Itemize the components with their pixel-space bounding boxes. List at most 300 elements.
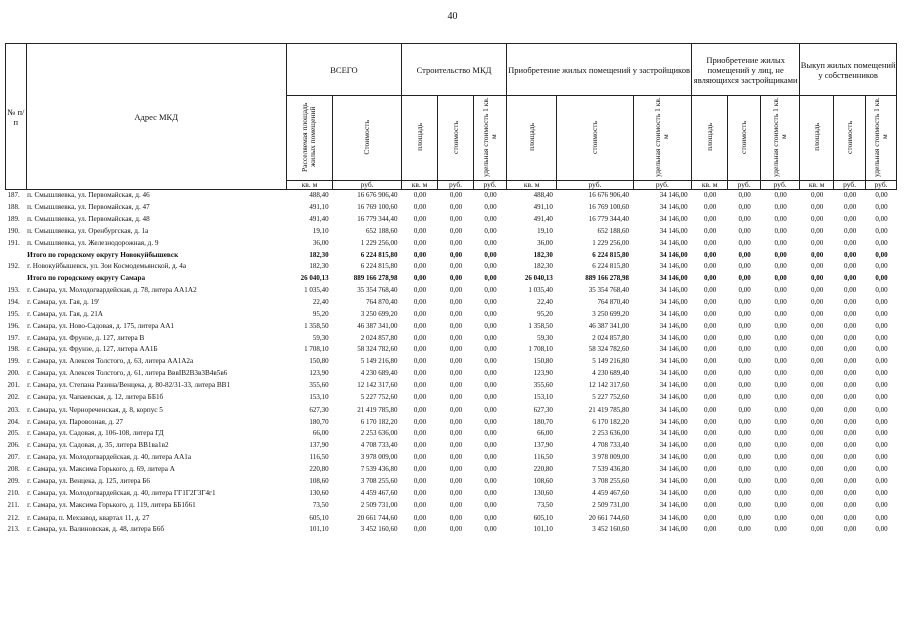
row-number: 207. [7,453,20,462]
row-value: 1 035,40 [304,286,329,295]
row-address: г. Самара, ул. Садовая, д. 106-108, литера ГД [27,429,164,438]
row-number: 204. [7,417,20,426]
row-value: 0,00 [875,238,888,247]
row-value: 0,00 [875,250,888,259]
row-value: 58 324 782,60 [357,345,398,354]
row-value: 0,00 [843,286,857,295]
header-group-buyout: Выкуп жилых помещений у собственников [800,44,897,96]
row-address: г. Самара, ул. Молодогвардейская, д. 78, литера АА1А2 [27,286,197,295]
row-value: 0,00 [413,393,427,402]
row-value: 0,00 [875,525,888,534]
row-value: 0,00 [413,513,427,522]
row-value: 6 170 182,20 [592,417,630,426]
row-value: 0,00 [774,464,787,473]
row-value: 0,00 [413,417,427,426]
row-number [6,273,27,285]
row-value: 6 170 182,20 [360,417,398,426]
row-value: 0,00 [738,238,751,247]
subheader-unit-cost: удельная стоимость 1 кв. м [474,96,507,181]
row-value: 123,90 [533,369,553,378]
row-value: 3 978 009,00 [360,453,398,462]
row-value: 0,00 [875,417,888,426]
row-value: 0,00 [413,333,427,342]
table-row [6,440,897,452]
unit-label: руб. [333,181,402,190]
row-value: 5 227 752,60 [360,393,398,402]
row-value: 66,00 [312,429,329,438]
row-value: 34 146,00 [659,191,688,200]
row-value: 16 769 100,60 [588,203,630,212]
row-value: 0,00 [843,321,857,330]
row-value: 652 188,60 [597,226,630,235]
row-value: 21 419 785,80 [357,405,398,414]
row-value: 0,00 [704,453,717,462]
header-group-construction: Строительство МКД [402,44,507,96]
row-value: 0,00 [811,274,824,283]
row-value: 0,00 [843,405,857,414]
row-value: 0,00 [449,345,463,354]
row-value: 46 387 341,00 [357,321,398,330]
row-address: г. Самара, ул. Фрунзе, д. 127, литера АА1Б [27,345,158,354]
row-value: 0,00 [843,464,857,473]
row-value: 0,00 [811,203,824,212]
row-number: 206. [7,441,20,450]
row-value: 0,00 [738,429,751,438]
unit-label: кв. м [692,181,728,190]
row-number: 198. [7,345,20,354]
row-value: 0,00 [738,250,751,259]
row-address: г. Самара, ул. Садовая, д. 35, литера ВВ1ва1в2 [27,441,169,450]
row-value: 137,90 [533,441,553,450]
row-value: 0,00 [738,345,751,354]
row-value: 1 708,10 [528,345,553,354]
row-value: 0,00 [843,417,857,426]
row-value: 0,00 [774,203,787,212]
row-number: 188. [7,203,20,212]
row-value: 0,00 [811,429,824,438]
row-value: 0,00 [875,191,888,200]
row-value: 0,00 [704,357,717,366]
row-value: 0,00 [738,357,751,366]
row-value: 0,00 [484,274,497,283]
row-value: 34 146,00 [659,274,688,283]
unit-label: руб. [834,181,866,190]
header-num: № п/п [6,44,27,190]
row-address: г. Самара, ул. Венцека, д. 125, литера Б6 [27,476,151,485]
row-value: 0,00 [843,393,857,402]
table-row-total [6,273,897,285]
unit-label: кв. м [402,181,438,190]
row-value: 0,00 [413,309,427,318]
unit-label: кв. м [286,181,332,190]
row-value: 46 387 341,00 [588,321,630,330]
row-value: 0,00 [704,274,717,283]
row-value: 0,00 [774,525,787,534]
row-value: 0,00 [738,488,751,497]
row-address: г. Самара, ул. Молодогвардейская, д. 40, литера ГГ1Г2Г3Г4г1 [27,488,216,497]
row-value: 2 024 857,80 [360,333,398,342]
row-value: 0,00 [875,357,888,366]
row-value: 764 870,40 [597,298,630,307]
row-value: 22,40 [312,298,329,307]
row-value: 6 224 815,80 [360,262,398,271]
subheader-cost: стоимость [438,96,474,181]
row-value: 0,00 [774,369,787,378]
row-value: 0,00 [843,476,857,485]
row-value: 12 142 317,60 [588,380,630,389]
row-value: 73,50 [312,501,329,510]
table-row [6,416,897,428]
row-value: 0,00 [484,298,497,307]
row-value: 0,00 [738,476,751,485]
table-row [6,226,897,238]
table-row [6,261,897,273]
row-value: 0,00 [774,357,787,366]
row-value: 0,00 [704,380,717,389]
row-value: 0,00 [484,501,497,510]
row-value: 0,00 [484,262,497,271]
row-value: 34 146,00 [659,417,688,426]
row-value: 764 870,40 [366,298,398,307]
row-value: 0,00 [774,191,787,200]
row-value: 0,00 [875,369,888,378]
row-value: 0,00 [774,405,787,414]
row-value: 0,00 [811,380,824,389]
row-value: 0,00 [484,441,497,450]
row-value: 0,00 [449,417,463,426]
row-value: 20 661 744,60 [588,513,630,522]
row-value: 4 708 733,40 [360,441,398,450]
row-value: 0,00 [875,298,888,307]
row-value: 0,00 [774,286,787,295]
header-address: Адрес МКД [26,44,286,190]
row-value: 0,00 [484,215,497,224]
row-value: 0,00 [413,441,427,450]
row-value: 34 146,00 [659,286,688,295]
row-value: 0,00 [484,238,497,247]
row-value: 4 459 467,60 [360,488,398,497]
row-value: 0,00 [704,441,717,450]
row-number: 192. [7,262,20,271]
row-address: г. Самара, ул. Молодогвардейская, д. 40, литера АА1а [27,453,192,462]
row-value: 0,00 [811,393,824,402]
row-value: 5 149 216,80 [592,357,630,366]
row-number: 213. [7,525,20,534]
row-value: 34 146,00 [659,380,688,389]
row-value: 26 040,13 [524,274,553,283]
row-value: 95,20 [312,309,329,318]
row-value: 0,00 [875,321,888,330]
row-value: 7 539 436,80 [360,464,398,473]
row-value: 3 250 699,20 [360,309,398,318]
row-value: 4 230 689,40 [360,369,398,378]
row-value: 34 146,00 [659,369,688,378]
table-row [6,320,897,332]
row-value: 0,00 [875,453,888,462]
row-value: 0,00 [811,453,824,462]
row-address: г. Самара, ул. Чапаевская, д. 12, литера ББ1б [27,393,164,402]
row-value: 35 354 768,40 [357,286,398,295]
row-value: 0,00 [843,501,857,510]
row-value: 0,00 [774,215,787,224]
row-value: 0,00 [449,203,463,212]
row-value: 0,00 [704,429,717,438]
row-value: 0,00 [843,226,857,235]
row-value: 22,40 [537,298,553,307]
row-value: 0,00 [413,464,427,473]
row-address: г. Самара, ул. Степана Разина/Венцека, д. 80-82/31-33, литера ВВ1 [27,380,231,389]
subheader-unit-cost: удельная стоимость 1 кв. м [761,96,800,181]
row-value: 1 358,50 [304,321,329,330]
row-value: 0,00 [843,215,857,224]
row-value: 0,00 [811,513,824,522]
row-value: 0,00 [484,429,497,438]
row-number: 195. [7,309,20,318]
row-value: 0,00 [811,286,824,295]
row-address: г. Новокуйбышевск, ул. Зои Космодемьянской, д. 4а [27,262,187,271]
row-value: 0,00 [811,405,824,414]
row-value: 34 146,00 [659,203,688,212]
row-value: 0,00 [811,441,824,450]
row-value: 0,00 [875,345,888,354]
row-value: 0,00 [875,309,888,318]
row-value: 0,00 [811,464,824,473]
row-address: п. Смышляевка, ул. Оренбургская, д. 1а [27,226,149,235]
row-address: п. Смышляевка, ул. Первомайская, д. 46 [27,191,150,200]
table-header [6,44,897,190]
row-value: 1 035,40 [528,286,553,295]
row-value: 0,00 [413,369,427,378]
row-value: 34 146,00 [659,226,688,235]
row-value: 180,70 [533,417,553,426]
row-value: 0,00 [875,274,888,283]
row-value: 0,00 [738,464,751,473]
table-row-total [6,249,897,261]
row-value: 0,00 [413,238,427,247]
row-value: 0,00 [875,393,888,402]
row-value: 34 146,00 [659,405,688,414]
row-value: 0,00 [413,226,427,235]
row-value: 0,00 [738,525,751,534]
row-value: 2 024 857,80 [592,333,630,342]
table-row [6,297,897,309]
row-value: 0,00 [843,441,857,450]
row-value: 16 676 906,40 [357,191,398,200]
row-address: п. Смышляевка, ул. Первомайская, д. 47 [27,203,150,212]
row-value: 0,00 [774,321,787,330]
unit-label: руб. [633,181,692,190]
row-value: 652 188,60 [366,226,398,235]
row-value: 355,60 [309,380,329,389]
row-value: 0,00 [811,321,824,330]
row-value: 0,00 [704,191,717,200]
row-value: 182,30 [533,250,553,259]
row-value: 0,00 [413,203,427,212]
row-value: 0,00 [704,250,717,259]
row-address: г. Самара, ул. Гая, д. 21А [27,309,103,318]
row-value: 3 452 160,60 [360,525,398,534]
row-value: 0,00 [484,417,497,426]
row-value: 116,50 [309,453,329,462]
row-value: 0,00 [774,476,787,485]
row-address: г. Самара, ул. Фрунзе, д. 127, литера В [27,333,145,342]
row-value: 0,00 [875,226,888,235]
row-value: 0,00 [875,405,888,414]
unit-label: руб. [474,181,507,190]
row-value: 4 230 689,40 [592,369,630,378]
row-value: 0,00 [843,238,857,247]
row-value: 0,00 [704,393,717,402]
table-body [6,190,897,536]
row-value: 0,00 [811,215,824,224]
row-value: 35 354 768,40 [588,286,630,295]
row-value: 0,00 [704,203,717,212]
row-value: 0,00 [704,298,717,307]
row-value: 0,00 [484,203,497,212]
mkd-table [5,43,897,536]
row-number: 197. [7,333,20,342]
row-value: 34 146,00 [659,429,688,438]
row-value: 0,00 [774,250,787,259]
row-value: 0,00 [738,393,751,402]
row-value: 6 224 815,80 [592,250,630,259]
row-value: 101,10 [533,525,553,534]
row-value: 3 452 160,60 [592,525,630,534]
row-value: 220,80 [533,464,553,473]
row-value: 0,00 [484,309,497,318]
row-value: 0,00 [449,429,463,438]
row-value: 0,00 [413,262,427,271]
row-value: 0,00 [413,476,427,485]
row-value: 2 253 636,00 [592,429,630,438]
table-row [6,499,897,512]
row-value: 0,00 [843,525,857,534]
row-value: 0,00 [413,453,427,462]
row-address: г. Самара, ул. Алексея Толстого, д. 63, литера АА1А2а [27,357,194,366]
unit-label: руб. [438,181,474,190]
row-value: 0,00 [843,369,857,378]
row-value: 488,40 [533,191,553,200]
row-value: 0,00 [843,309,857,318]
row-value: 34 146,00 [659,476,688,485]
row-address: г. Самара, ул. Максима Горького, д. 119, литера ББ1б61 [27,501,196,510]
row-address: г. Самара, ул. Чернореченская, д. 8, корпус 5 [27,405,163,414]
row-value: 4 708 733,40 [592,441,630,450]
row-value: 130,60 [309,488,329,497]
row-address: г. Самара, п. Мехзавод, квартал 11, д. 27 [27,513,150,522]
row-value: 108,60 [309,476,329,485]
row-value: 1 229 256,00 [592,238,630,247]
row-value: 0,00 [704,464,717,473]
row-value: 491,40 [309,215,329,224]
row-value: 0,00 [843,250,857,259]
header-group-developers: Приобретение жилых помещений у застройщиков [507,44,692,96]
row-value: 4 459 467,60 [592,488,630,497]
row-value: 2 509 731,00 [592,501,630,510]
row-value: 0,00 [774,501,787,510]
subheader-area: площадь [692,96,728,181]
row-value: 0,00 [811,309,824,318]
row-value: 355,60 [533,380,553,389]
table-row [6,202,897,214]
row-value: 1 229 256,00 [360,238,398,247]
row-value: 3 250 699,20 [592,309,630,318]
row-value: 0,00 [704,262,717,271]
row-value: 182,30 [309,250,329,259]
row-value: 0,00 [449,453,463,462]
row-value: 6 224 815,80 [592,262,630,271]
row-value: 0,00 [774,380,787,389]
row-value: 0,00 [875,513,888,522]
row-value: 0,00 [774,333,787,342]
page-number: 40 [447,11,458,22]
row-value: 123,90 [309,369,329,378]
row-value: 0,00 [413,357,427,366]
row-value: 0,00 [774,309,787,318]
row-address: г. Самара, ул. Максима Горького, д. 69, литера А [27,464,175,473]
row-value: 0,00 [875,488,888,497]
row-value: 0,00 [449,226,463,235]
row-value: 0,00 [843,380,857,389]
row-value: 0,00 [413,525,427,534]
row-value: 0,00 [704,513,717,522]
row-value: 0,00 [774,417,787,426]
table-row [6,237,897,249]
row-value: 0,00 [811,250,824,259]
table-row [6,464,897,476]
row-value: 0,00 [449,488,463,497]
row-value: 0,00 [843,191,857,200]
row-value: 0,00 [774,393,787,402]
row-value: 0,00 [484,369,497,378]
table-row [6,524,897,536]
table-row [6,404,897,416]
table-row [6,344,897,356]
row-value: 36,00 [537,238,553,247]
row-value: 0,00 [811,238,824,247]
unit-label: руб. [761,181,800,190]
row-number: 211. [7,501,20,510]
row-value: 108,60 [533,476,553,485]
row-value: 0,00 [738,453,751,462]
row-value: 0,00 [484,357,497,366]
table-row [6,332,897,344]
row-address: п. Смышляевка, ул. Железнодорожная, д. 9 [27,238,159,247]
row-value: 605,10 [533,513,553,522]
row-value: 0,00 [413,250,427,259]
row-address: п. Смышляевка, ул. Первомайская, д. 48 [27,215,150,224]
header-group-total: ВСЕГО [286,44,401,96]
row-value: 34 146,00 [659,464,688,473]
row-value: 0,00 [875,286,888,295]
row-value: 0,00 [704,345,717,354]
row-value: 0,00 [704,215,717,224]
row-value: 0,00 [413,405,427,414]
row-value: 16 779 344,40 [357,215,398,224]
row-value: 182,30 [533,262,553,271]
row-value: 0,00 [811,488,824,497]
row-value: 6 224 815,80 [360,250,398,259]
row-value: 0,00 [811,369,824,378]
row-value: 34 146,00 [659,262,688,271]
row-value: 0,00 [738,262,751,271]
row-value: 0,00 [875,501,888,510]
row-value: 0,00 [875,215,888,224]
row-value: 0,00 [843,453,857,462]
row-address: г. Самара, ул. Ново-Садовая, д. 175, литера АА1 [27,321,174,330]
row-value: 34 146,00 [659,441,688,450]
row-value: 0,00 [449,393,463,402]
